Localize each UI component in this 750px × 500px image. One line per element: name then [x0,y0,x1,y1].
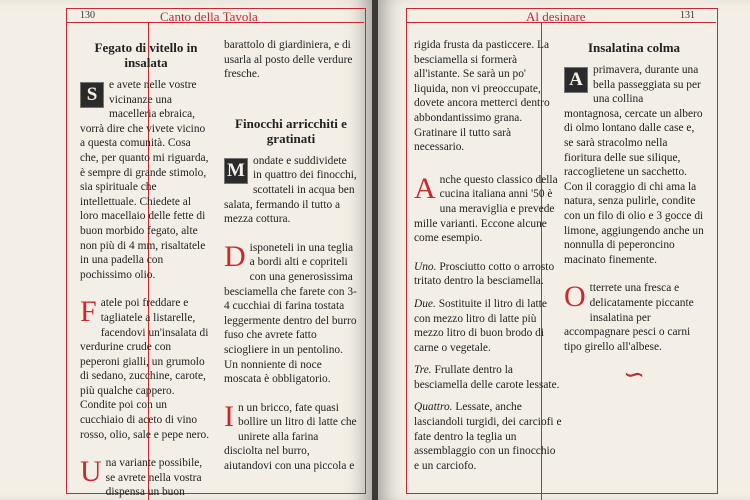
paragraph: rigida frusta da pasticcere. La besciamella si formerà all'istante. Se sarà un po' liquida, non vi preoccupate, dovete ancora metterci dentro abbondantissimo grana. Gratinare il tutto sarà necessario. [414,39,550,154]
right-column-1 [414,30,562,481]
drop-cap: S [80,82,104,108]
drop-cap: A [564,67,588,93]
paragraph: In un bricco, fate quasi bollire un litro di latte che unirete alla farina disciolta nel burro, aiutandovi con una piccola e [224,399,357,473]
page-number: 130 [80,10,95,21]
drop-cap: A [414,171,436,205]
running-head: Al desinare [526,9,586,24]
drop-cap: U [80,455,102,489]
paragraph: M ondate e suddividete in quattro dei finocchi, scottateli in acqua ben salata, fermando il tutto a mezza cottura. [224,154,357,226]
recipe-title: Fegato di vitello in insalata [94,40,198,70]
variant-3: Tre. Frullate dentro la besciamella delle carote lessate. [414,364,560,391]
drop-cap: F [80,295,97,329]
right-column-2 [564,30,704,390]
paragraph: Anche questo classico della cucina italiana anni '50 è una meraviglia e prevede mille varianti. Eccone alcune come esempio. [414,171,558,245]
paragraph: S e avete nelle vostre vicinanze una macelleria ebraica, vorrà dire che vivete vicino a questa comunità. Cosa che, per quanto mi riguarda, è sempre di grande stimolo, sia spirituale che intellettuale. Chiedete al loro macellaio delle fette di buon morbido fegato, alte non più di 4 mm, risaltatele in una padella con pochissimo olio. [80,79,209,281]
page-number: 131 [680,10,695,21]
variant-1: Uno. Prosciutto cotto o arrosto tritato dentro la besciamella. [414,260,555,288]
paragraph: Disponeteli in una teglia a bordi alti e copriteli con una generosissima besciamella che farete con 3-4 cucchiai di farina tostata leggermente dentro del burro fuso che avrete fatto sciogliere in un pentolino. Un nonniente di noce moscata è obbligatorio. [224,239,357,386]
paragraph: barattolo di giardiniera, e di usarla al posto delle verdure fresche. [224,39,353,81]
running-head: Canto della Tavola [160,9,258,24]
variant-4: Quattro. Lessate, anche lasciandoli turgidi, dei carciofi e fate dentro la teglia un assemblaggio con un finocchio e un carciofo. [414,401,562,472]
header-rule [406,22,716,23]
paragraph: Fatele poi freddare e tagliatele a listarelle, facendovi un'insalata di verdurine crude con peperoni gialli, un grumolo di sedano, zucchine, carote, più qualche cappero. Condite poi con un cucchiaio di aceto di vino rosso, olio, sale e pepe nero. [80,295,210,441]
header-rule [66,22,364,23]
paragraph: A primavera, durante una bella passeggiata su per una collina montagnosa, cercate un albero di olmo lontano dalle case e, se sarà stracolmo nella fioritura delle sue silique, raccoglietene un sacchetto. Con il coraggio di chi ama la natura, senza pulirle, condite con un filo di olio e 3 gocce di limone, aggiungendo anche un nonnulla di peperoncino macinato finemente. [564,64,704,266]
ornament-icon: ∽ [623,360,645,390]
drop-cap: O [564,280,586,314]
left-column-1 [80,30,212,500]
left-page [0,0,372,500]
drop-cap: M [224,158,248,184]
paragraph: Una variante possibile, se avrete nella vostra dispensa un buon [80,455,203,499]
recipe-title: Insalatina colma [587,40,681,55]
variant-2: Due. Sostituite il litro di latte con mezzo litro di latte più mezzo litro di buon brodo di carne o vegetale. [414,297,547,354]
paragraph: Otterrete una fresca e delicatamente piccante insalatina per accompagnare pesci o carni tipo girello all'albese. [564,280,694,353]
right-page [378,0,750,500]
drop-cap: I [224,399,234,433]
left-column-2 [224,30,358,482]
recipe-title: Finocchi arricchiti e gratinati [235,115,347,146]
drop-cap: D [224,239,246,273]
